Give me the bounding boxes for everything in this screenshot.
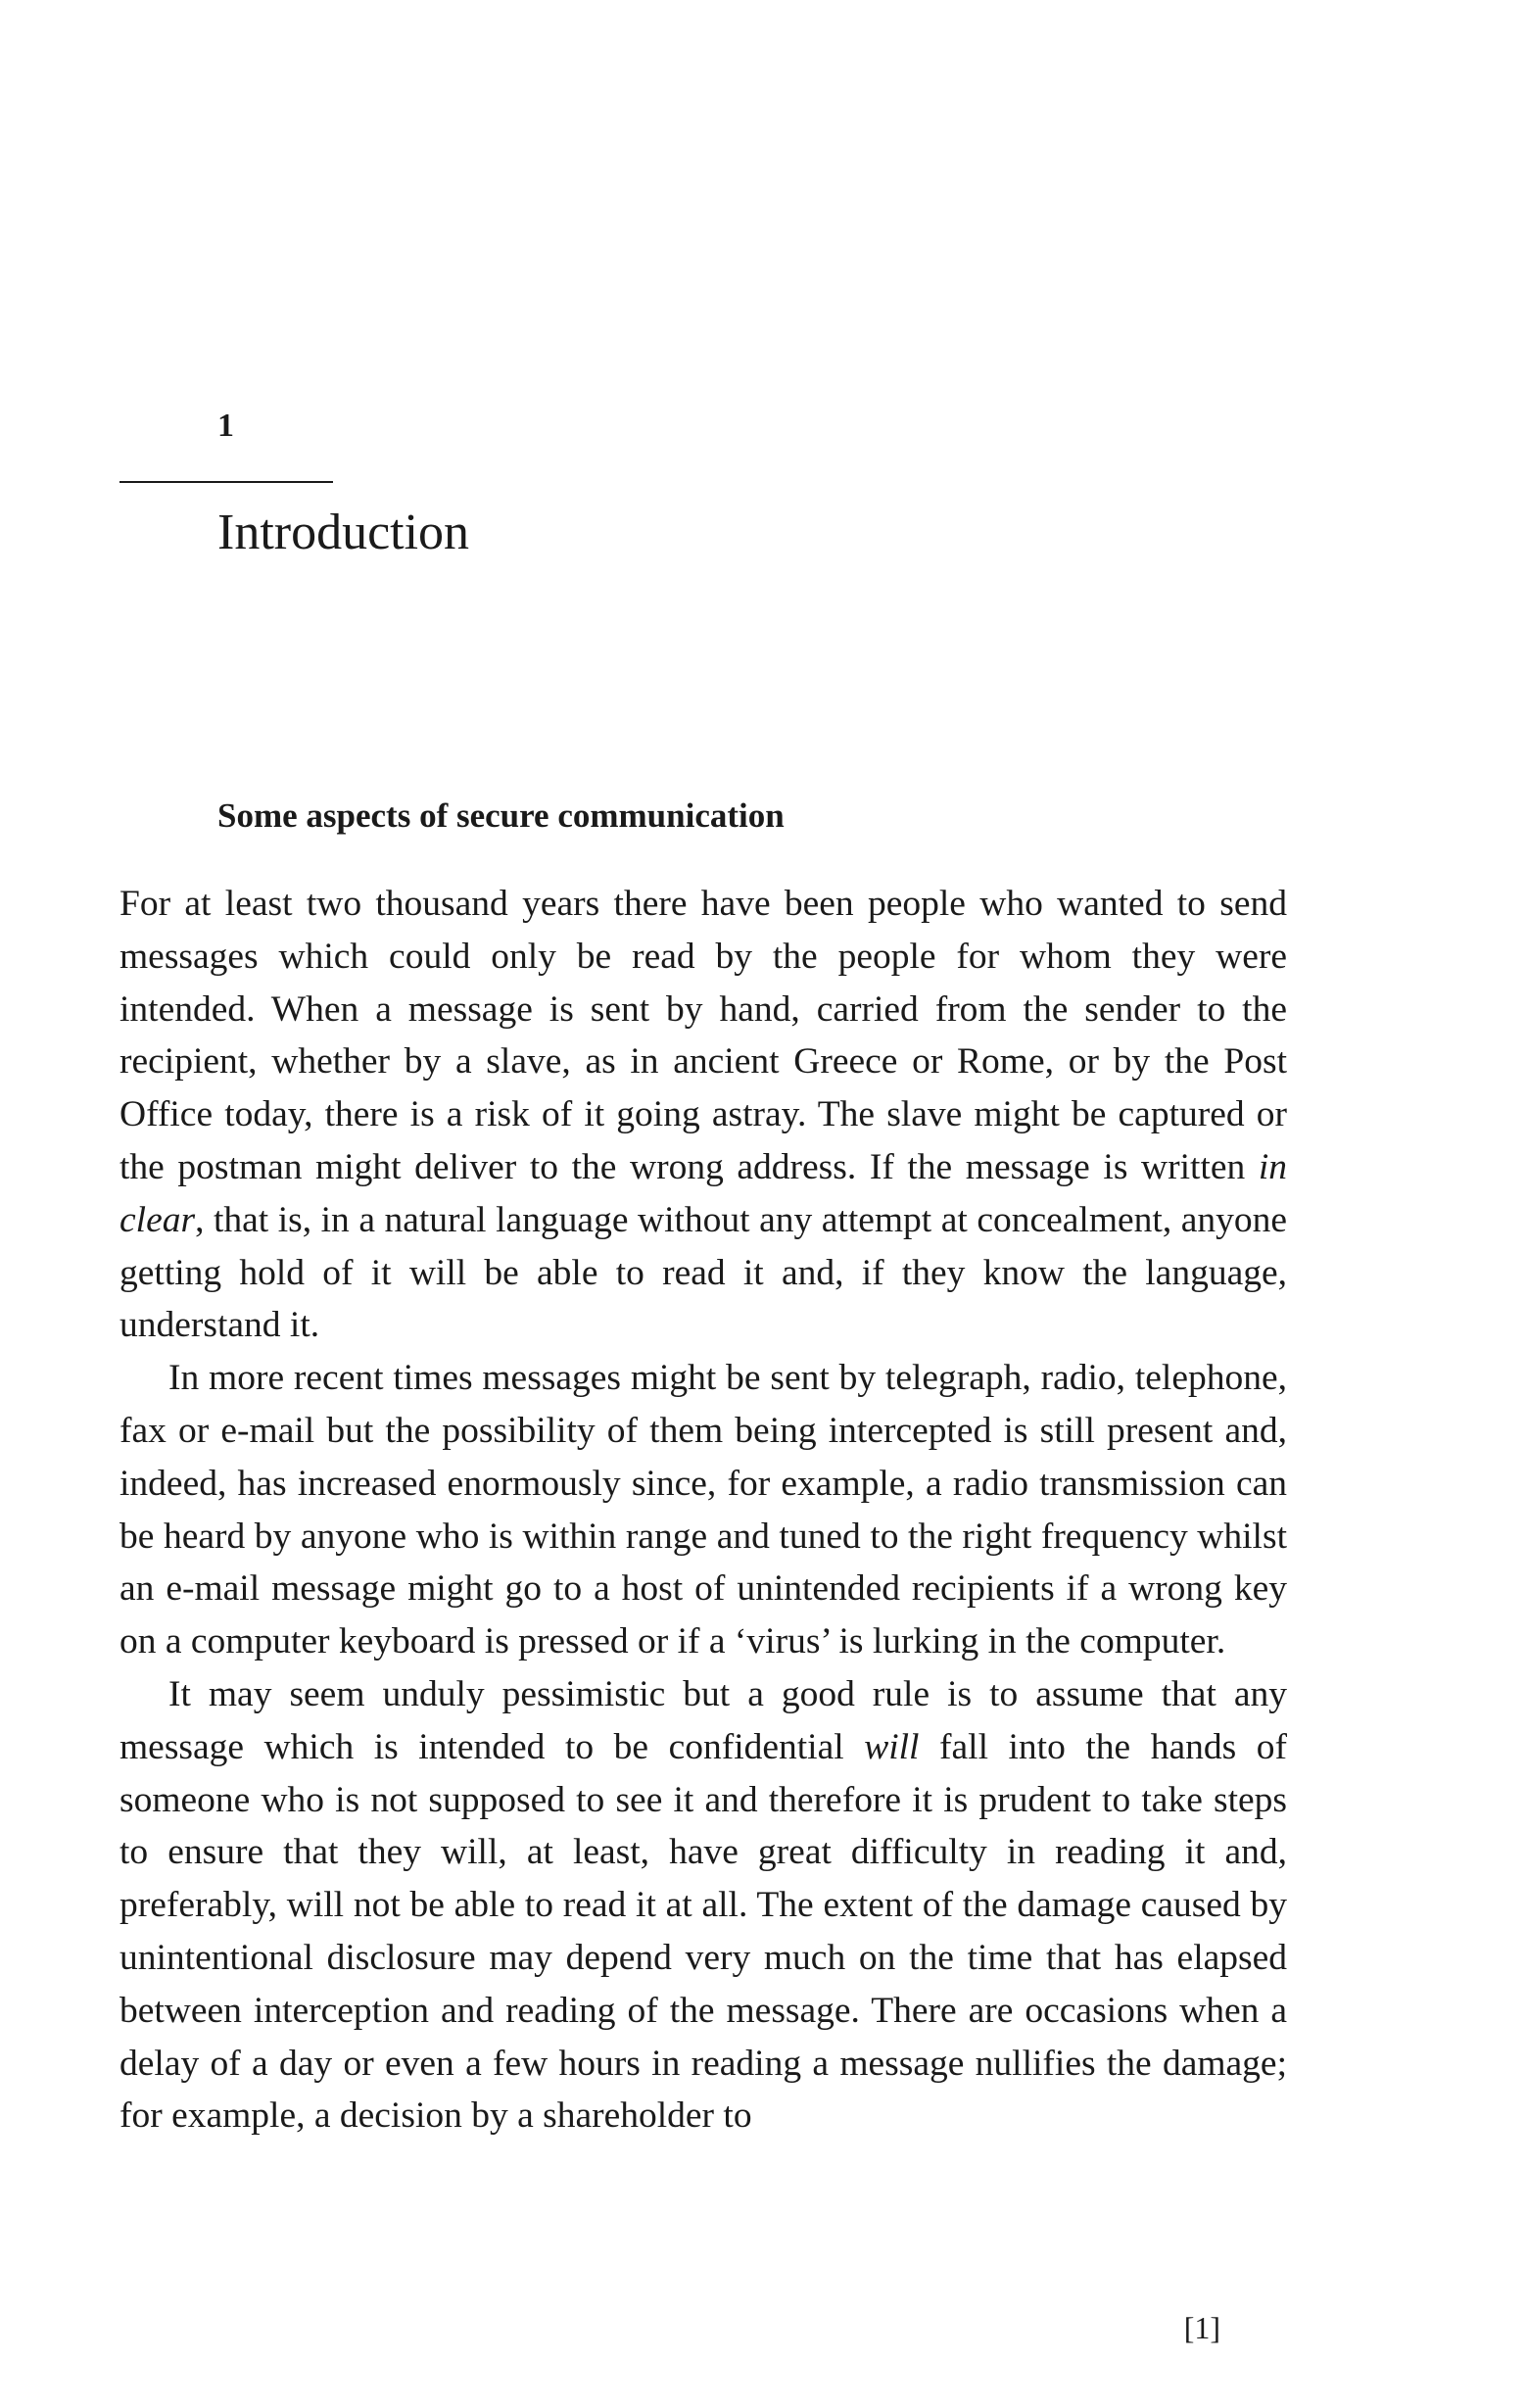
paragraph-1-part-b: , that is, in a natural language without any attempt at concealment, anyone getting hold of it will be able to read it and, if they know the language, understand it. <box>119 1199 1287 1346</box>
paragraph-3-part-b: fall into the hands of someone who is not supposed to see it and therefore it is prudent to take steps to ensure that they will, at least, have great difficulty in reading it and, preferably, will not be able to read it at all. The extent of the damage caused by unintentional disclosure may depend very much on the time that has elapsed between interception and reading of the message. There are occasions when a delay of a day or even a few hours in reading a message nullifies the damage; for example, a decision by a shareholder to <box>119 1726 1287 2137</box>
paragraph-1-emphasis: in clear <box>119 1146 1287 1240</box>
paragraph-1 <box>119 878 1287 1352</box>
chapter-rule <box>119 481 333 483</box>
paragraph-2: In more recent times messages might be sent by telegraph, radio, telephone, fax or e-mail but the possibility of them being intercepted is still present and, indeed, has increased enormously since, for example, a radio transmission can be heard by anyone who is within range and tuned to the right frequency whilst an e-mail message might go to a host of unintended recipients if a wrong key on a computer keyboard is pressed or if a ‘virus’ is lurking in the computer. <box>119 1358 1287 1662</box>
chapter-title: Introduction <box>217 505 470 560</box>
chapter-number: 1 <box>217 408 234 444</box>
paragraph-1-part-a: For at least two thousand years there have been people who wanted to send messages which could only be read by the people for whom they were intended. When a message is sent by hand, carried from the sender to the recipient, whether by a slave, as in ancient Greece or Rome, or by the Post Office today, there is a risk of it going astray. The slave might be captured or the postman might deliver to the wrong address. If the message is written <box>119 884 1287 1187</box>
section-heading: Some aspects of secure communication <box>217 796 785 835</box>
page-number: [1] <box>1183 2310 1220 2345</box>
paragraph-3-part-a: It may seem unduly pessimistic but a good rule is to assume that any message which is intended to be confidential <box>119 1673 1287 1767</box>
paragraph-3 <box>119 1668 1287 2143</box>
paragraph-3-emphasis: will <box>864 1726 920 1767</box>
body-text <box>119 878 1287 2143</box>
